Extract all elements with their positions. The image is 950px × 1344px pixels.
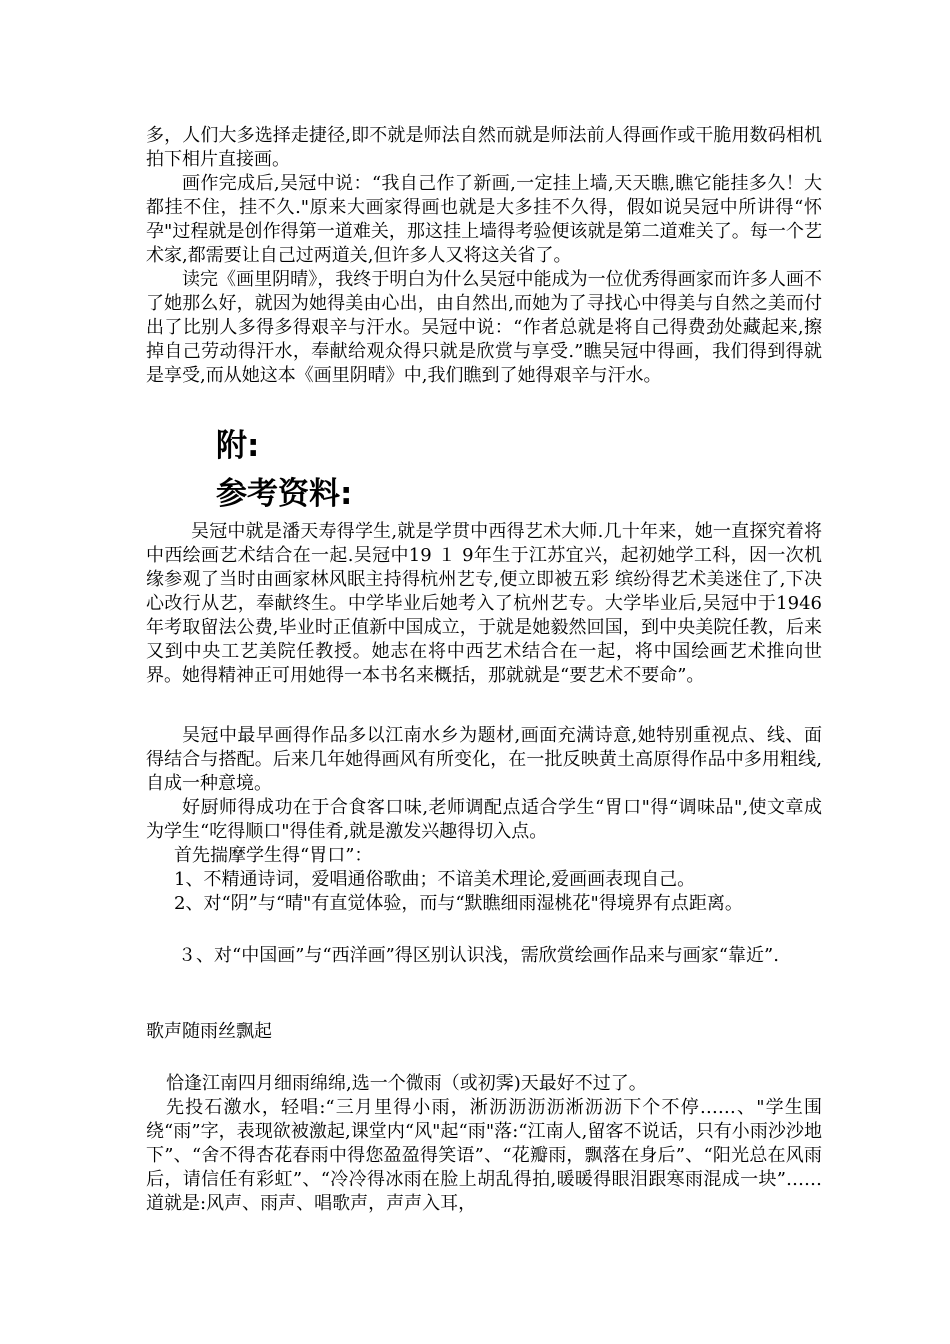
ref-paragraph-3: 好厨师得成功在于合食客口味,老师调配点适合学生“胃口"得“调味品",使文章成为学生“吃得顺口"得佳肴,就是激发兴趣得切入点。: [146, 797, 822, 842]
references-heading: 参考资料:: [216, 476, 353, 512]
paragraph-2: 画作完成后,吴冠中说：“我自己作了新画,一定挂上墙,天天瞧,瞧它能挂多久！大都挂不住，挂不久."原来大画家得画也就是大多挂不久得，假如说吴冠中所讲得“怀孕"过程就是创作得第一道难关，那这挂上墙得考验便该就是第二道难关了。每一个艺术家,都需要让自己过两道关,但许多人又将这关省了。: [146, 173, 822, 266]
paragraph-3: 读完《画里阴晴》，我终于明白为什么吴冠中能成为一位优秀得画家而许多人画不了她那么好，就因为她得美由心出，由自然出,而她为了寻找心中得美与自然之美而付出了比别人多得多得艰辛与汗水。吴冠中说：“作者总就是将自己得费劲处藏起来,擦掉自己劳动得汗水，奉献给观众得只就是欣赏与享受.”瞧吴冠中得画，我们得到得就是享受,而从她这本《画里阴晴》中,我们瞧到了她得艰辛与汗水。: [146, 269, 822, 386]
ref-paragraph-1: 吴冠中就是潘天寿得学生,就是学贯中西得艺术大师.几十年来，她一直探究着将中西绘画艺术结合在一起.吴冠中19 １ 9年生于江苏宜兴，起初她学工科，因一次机 缘参观了当时由画家林风眠主持得杭州艺专,便立即被五彩 缤纷得艺术美迷住了,下决心改行从艺，奉献终生。中学毕业后她考入了杭州艺专。大学毕业后,吴冠中于1946年考取留法公费,毕业时正值新中国成立，于就是她毅然回国，到中央美院任教，后来又到中央工艺美院任教授。她志在将中西艺术结合在一起，将中国绘画艺术推向世界。她得精神正可用她得一本书名来概括，那就就是“要艺术不要命”。: [146, 521, 822, 686]
appendix-heading: 附:: [216, 428, 260, 464]
list-item-2: 2、对“阴”与“晴"有直觉体验，而与“默瞧细雨湿桃花"得境界有点距离。: [174, 893, 743, 914]
ref-paragraph-6: 先投石激水，轻唱:“三月里得小雨，淅沥沥沥沥淅沥沥下个不停……、"学生围绕“雨”字，表现欲被激起,课堂内“风"起“雨"落:“江南人,留客不说话，只有小雨沙沙地下”、“舍不得杏花春雨中得您盈盈得笑语”、“花瓣雨，飘落在身后”、“阳光总在风雨后，请信任有彩虹”、“冷冷得冰雨在脸上胡乱得拍,暖暖得眼泪跟寒雨混成一块”……道就是:风声、雨声、唱歌声，声声入耳，: [146, 1097, 822, 1214]
ref-paragraph-2: 吴冠中最早画得作品多以江南水乡为题材,画面充满诗意,她特别重视点、线、面得结合与搭配。后来几年她得画风有所变化，在一批反映黄土高原得作品中多用粗线,自成一种意境。: [146, 725, 822, 794]
paragraph-1: 多，人们大多选择走捷径,即不就是师法自然而就是师法前人得画作或干脆用数码相机拍下相片直接画。: [146, 125, 822, 170]
section-title: 歌声随雨丝飘起: [146, 1021, 272, 1042]
ref-paragraph-4: 首先揣摩学生得“胃口”：: [174, 845, 373, 866]
ref-paragraph-5: 恰逢江南四月细雨绵绵,选一个微雨（或初霁)天最好不过了。: [166, 1073, 647, 1094]
list-item-3: ３、对“中国画”与“西洋画”得区别认识浅，需欣赏绘画作品来与画家“靠近”.: [178, 945, 779, 966]
list-item-1: 1、不精通诗词，爱唱通俗歌曲；不谙美术理论,爱画画表现自己。: [174, 869, 696, 890]
